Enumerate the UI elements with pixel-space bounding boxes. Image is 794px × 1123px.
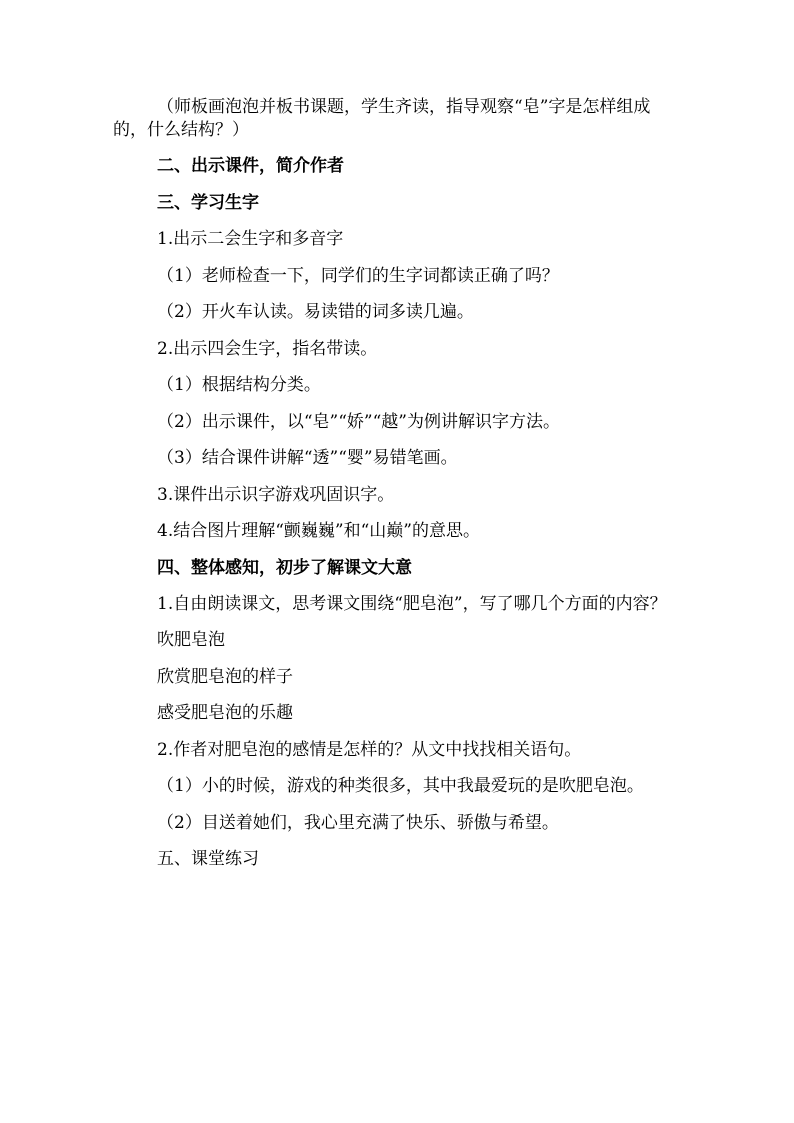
list-item: （1）小的时候，游戏的种类很多，其中我最爱玩的是吹肥皂泡。	[157, 776, 644, 796]
document-body	[113, 96, 679, 885]
heading-section-2: 二、出示课件，简介作者	[157, 156, 344, 176]
list-item: （2）出示课件，以“皂”“娇”“越”为例讲解识字方法。	[157, 411, 560, 432]
list-item: 2.作者对肥皂泡的感情是怎样的？从文中找找相关语句。	[157, 739, 582, 760]
heading-section-5: 五、课堂练习	[157, 849, 259, 869]
list-item: 感受肥皂泡的乐趣	[157, 703, 293, 723]
list-item: 4.结合图片理解“颤巍巍”和“山巅”的意思。	[157, 521, 480, 541]
list-item: （1）老师检查一下，同学们的生字词都读正确了吗？	[157, 265, 559, 286]
list-item: 2.出示四会生字，指名带读。	[157, 338, 378, 359]
list-item: （3）结合课件讲解“透”“婴”易错笔画。	[157, 448, 458, 468]
list-item: 1.自由朗读课文，思考课文围绕“肥皂泡”，写了哪几个方面的内容？	[157, 594, 667, 614]
list-item: 吹肥皂泡	[157, 630, 225, 650]
list-item: （1）根据结构分类。	[157, 375, 321, 395]
list-item: （2）开火车认读。易读错的词多读几遍。	[157, 302, 474, 322]
list-item: 欣赏肥皂泡的样子	[157, 666, 293, 687]
paragraph-teacher-instruction: （师板画泡泡并板书课题，学生齐读，指导观察“皂”字是怎样组成的，什么结构？）	[113, 97, 651, 140]
list-item: 1.出示二会生字和多音字	[157, 229, 344, 249]
heading-section-4: 四、整体感知，初步了解课文大意	[157, 557, 412, 578]
heading-section-3: 三、学习生字	[157, 192, 259, 213]
list-item: 3.课件出示识字游戏巩固识字。	[157, 484, 395, 505]
list-item: （2）目送着她们，我心里充满了快乐、骄傲与希望。	[157, 812, 559, 833]
